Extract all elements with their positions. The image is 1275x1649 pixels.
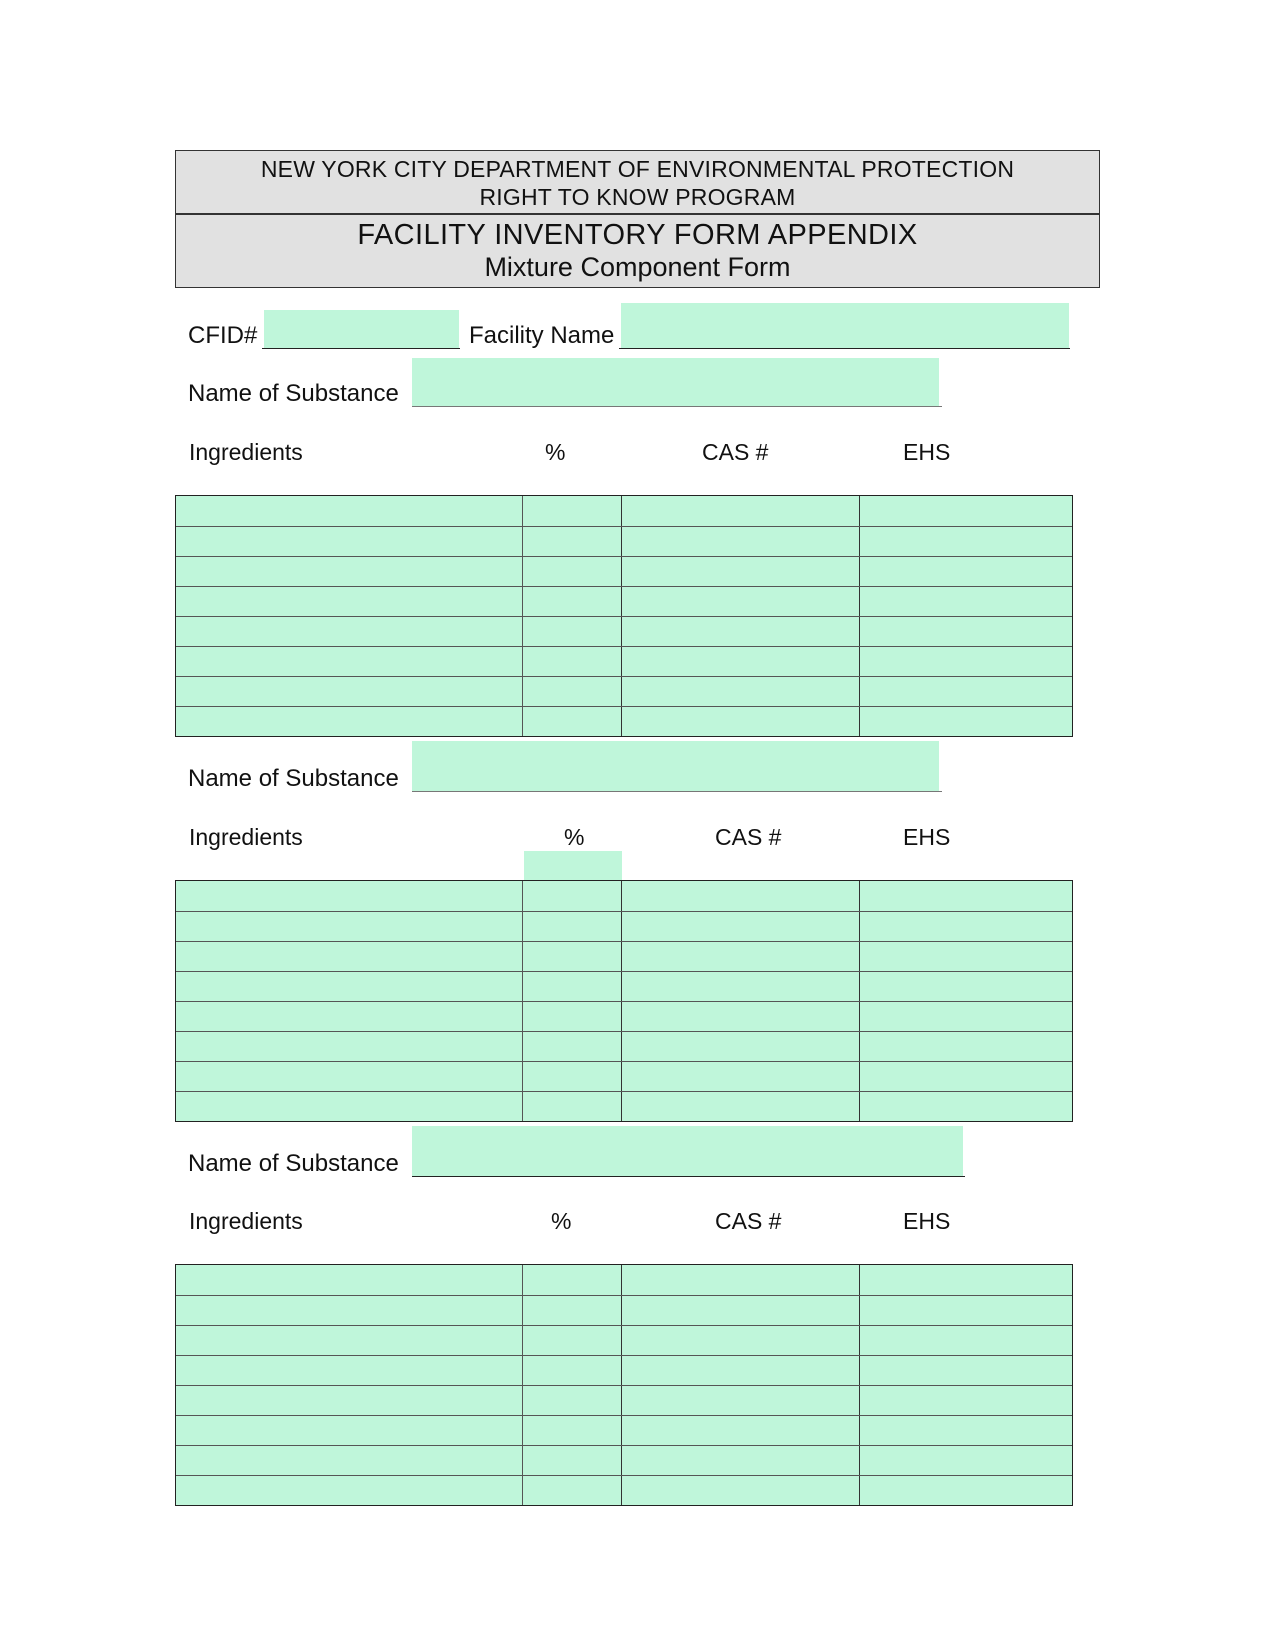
table-row (176, 1001, 1072, 1031)
cas-cell[interactable] (622, 1002, 860, 1031)
agency-header (175, 150, 1100, 214)
cas-cell[interactable] (622, 1476, 860, 1505)
cas-cell[interactable] (622, 677, 860, 706)
cas-header-3: CAS # (715, 1208, 782, 1234)
ingredient-cell[interactable] (176, 1265, 523, 1295)
cas-cell[interactable] (622, 1265, 860, 1295)
percent-cell[interactable] (523, 912, 622, 941)
table-row (176, 1385, 1072, 1415)
percent-cell[interactable] (523, 972, 622, 1001)
ingredient-cell[interactable] (176, 972, 523, 1001)
percent-cell[interactable] (523, 617, 622, 646)
ingredients-table-3 (175, 1264, 1073, 1506)
cas-cell[interactable] (622, 1416, 860, 1445)
percent-header-2: % (564, 824, 585, 850)
ingredient-cell[interactable] (176, 527, 523, 556)
cas-cell[interactable] (622, 527, 860, 556)
percent-cell[interactable] (523, 1002, 622, 1031)
ingredient-cell[interactable] (176, 912, 523, 941)
ehs-cell[interactable] (860, 527, 1072, 556)
substance-label-1: Name of Substance (188, 380, 399, 407)
cas-cell[interactable] (622, 496, 860, 526)
percent-cell[interactable] (523, 1476, 622, 1505)
percent-cell[interactable] (523, 587, 622, 616)
table-row (176, 971, 1072, 1001)
ingredient-cell[interactable] (176, 1296, 523, 1325)
percent-cell[interactable] (523, 1265, 622, 1295)
ehs-cell[interactable] (860, 647, 1072, 676)
cas-cell[interactable] (622, 912, 860, 941)
percent-cell[interactable] (523, 942, 622, 971)
ingredient-cell[interactable] (176, 617, 523, 646)
cas-cell[interactable] (622, 1296, 860, 1325)
ingredient-cell[interactable] (176, 707, 523, 736)
table-row (176, 1415, 1072, 1445)
cas-cell[interactable] (622, 1326, 860, 1355)
substance-field-1[interactable] (412, 358, 939, 406)
substance-field-3[interactable] (412, 1126, 963, 1176)
percent-cell[interactable] (523, 1416, 622, 1445)
ingredient-cell[interactable] (176, 647, 523, 676)
cas-cell[interactable] (622, 707, 860, 736)
substance-label-2: Name of Substance (188, 765, 399, 792)
ehs-header-1: EHS (903, 439, 951, 465)
facility-name-field[interactable] (621, 303, 1069, 348)
ingredient-cell[interactable] (176, 557, 523, 586)
percent-cell[interactable] (523, 1446, 622, 1475)
cfid-underline (262, 348, 460, 349)
table-row (176, 1475, 1072, 1505)
percent-cell[interactable] (523, 1326, 622, 1355)
table-row (176, 646, 1072, 676)
ingredients-header-1: Ingredients (189, 439, 303, 465)
ingredients-header-3: Ingredients (189, 1208, 303, 1234)
percent-cell[interactable] (523, 1296, 622, 1325)
cas-cell[interactable] (622, 617, 860, 646)
form-title: FACILITY INVENTORY FORM APPENDIX (357, 219, 918, 251)
ehs-cell[interactable] (860, 1356, 1072, 1385)
cas-cell[interactable] (622, 1092, 860, 1121)
ehs-cell[interactable] (860, 1446, 1072, 1475)
ehs-cell[interactable] (860, 617, 1072, 646)
table-row (176, 1091, 1072, 1121)
substance-underline-3 (412, 1176, 965, 1177)
ehs-cell[interactable] (860, 1296, 1072, 1325)
ingredient-cell[interactable] (176, 1386, 523, 1415)
table-row (176, 1061, 1072, 1091)
percent-cell[interactable] (523, 557, 622, 586)
table-row (176, 1325, 1072, 1355)
percent-cell[interactable] (523, 1356, 622, 1385)
program-line: RIGHT TO KNOW PROGRAM (479, 184, 796, 210)
ehs-cell[interactable] (860, 912, 1072, 941)
ehs-cell[interactable] (860, 972, 1072, 1001)
table-row (176, 616, 1072, 646)
substance-field-2[interactable] (412, 741, 939, 791)
cas-cell[interactable] (622, 1032, 860, 1061)
ingredient-cell[interactable] (176, 1092, 523, 1121)
ehs-cell[interactable] (860, 496, 1072, 526)
ehs-cell[interactable] (860, 1092, 1072, 1121)
ehs-cell[interactable] (860, 557, 1072, 586)
table-row (176, 496, 1072, 526)
ehs-cell[interactable] (860, 587, 1072, 616)
percent-cell[interactable] (523, 1386, 622, 1415)
agency-line: NEW YORK CITY DEPARTMENT OF ENVIRONMENTAL PROTECTION (260, 156, 1015, 182)
percent-header-1: % (545, 439, 566, 465)
ingredient-cell[interactable] (176, 1002, 523, 1031)
ingredient-cell[interactable] (176, 942, 523, 971)
cas-cell[interactable] (622, 972, 860, 1001)
ehs-header-3: EHS (903, 1208, 951, 1234)
table-row (176, 586, 1072, 616)
cas-cell[interactable] (622, 1446, 860, 1475)
table-row (176, 1445, 1072, 1475)
table-row (176, 881, 1072, 911)
percent-cell[interactable] (523, 496, 622, 526)
cas-cell[interactable] (622, 1356, 860, 1385)
ehs-cell[interactable] (860, 881, 1072, 911)
ingredient-cell[interactable] (176, 677, 523, 706)
ingredient-cell[interactable] (176, 496, 523, 526)
ingredient-cell[interactable] (176, 1476, 523, 1505)
ingredient-cell[interactable] (176, 1062, 523, 1091)
ingredient-cell[interactable] (176, 1326, 523, 1355)
table-row (176, 911, 1072, 941)
table-row (176, 1295, 1072, 1325)
ingredients-table-2 (175, 880, 1073, 1122)
substance-label-3: Name of Substance (188, 1150, 399, 1177)
table-row (176, 706, 1072, 736)
ehs-cell[interactable] (860, 1386, 1072, 1415)
percent-cell[interactable] (523, 677, 622, 706)
percent-cell[interactable] (523, 1032, 622, 1061)
cfid-label: CFID# (188, 322, 258, 349)
percent-header-3: % (551, 1208, 572, 1234)
cas-cell[interactable] (622, 587, 860, 616)
form-subtitle: Mixture Component Form (484, 252, 791, 282)
ehs-cell[interactable] (860, 1476, 1072, 1505)
ehs-header-2: EHS (903, 824, 951, 850)
ehs-cell[interactable] (860, 1002, 1072, 1031)
percent-cell[interactable] (523, 647, 622, 676)
cfid-field[interactable] (264, 310, 459, 348)
facility-name-underline (619, 348, 1070, 349)
ehs-cell[interactable] (860, 677, 1072, 706)
cas-cell[interactable] (622, 1062, 860, 1091)
table-row (176, 676, 1072, 706)
cas-cell[interactable] (622, 881, 860, 911)
ehs-cell[interactable] (860, 1265, 1072, 1295)
percent-cell[interactable] (523, 881, 622, 911)
cas-header-1: CAS # (702, 439, 769, 465)
table-row (176, 1355, 1072, 1385)
substance-underline-1 (412, 406, 942, 407)
ingredient-cell[interactable] (176, 1356, 523, 1385)
ehs-cell[interactable] (860, 1032, 1072, 1061)
cas-cell[interactable] (622, 647, 860, 676)
percent-cell[interactable] (523, 527, 622, 556)
percent-cell[interactable] (523, 1092, 622, 1121)
cas-cell[interactable] (622, 557, 860, 586)
ehs-cell[interactable] (860, 1326, 1072, 1355)
ingredient-cell[interactable] (176, 1416, 523, 1445)
table-row (176, 1265, 1072, 1295)
table-row (176, 941, 1072, 971)
form-title-header (175, 214, 1100, 288)
ingredients-header-2: Ingredients (189, 824, 303, 850)
substance-underline-2 (412, 791, 942, 792)
ingredient-cell[interactable] (176, 587, 523, 616)
table-row (176, 1031, 1072, 1061)
cas-cell[interactable] (622, 942, 860, 971)
percent-extra-field-2[interactable] (524, 851, 622, 880)
ingredients-table-1 (175, 495, 1073, 737)
ingredient-cell[interactable] (176, 1032, 523, 1061)
ehs-cell[interactable] (860, 707, 1072, 736)
ingredient-cell[interactable] (176, 1446, 523, 1475)
table-row (176, 556, 1072, 586)
table-row (176, 526, 1072, 556)
ehs-cell[interactable] (860, 942, 1072, 971)
percent-cell[interactable] (523, 707, 622, 736)
percent-cell[interactable] (523, 1062, 622, 1091)
cas-header-2: CAS # (715, 824, 782, 850)
cas-cell[interactable] (622, 1386, 860, 1415)
facility-name-label: Facility Name (469, 322, 615, 349)
ehs-cell[interactable] (860, 1416, 1072, 1445)
ingredient-cell[interactable] (176, 881, 523, 911)
ehs-cell[interactable] (860, 1062, 1072, 1091)
